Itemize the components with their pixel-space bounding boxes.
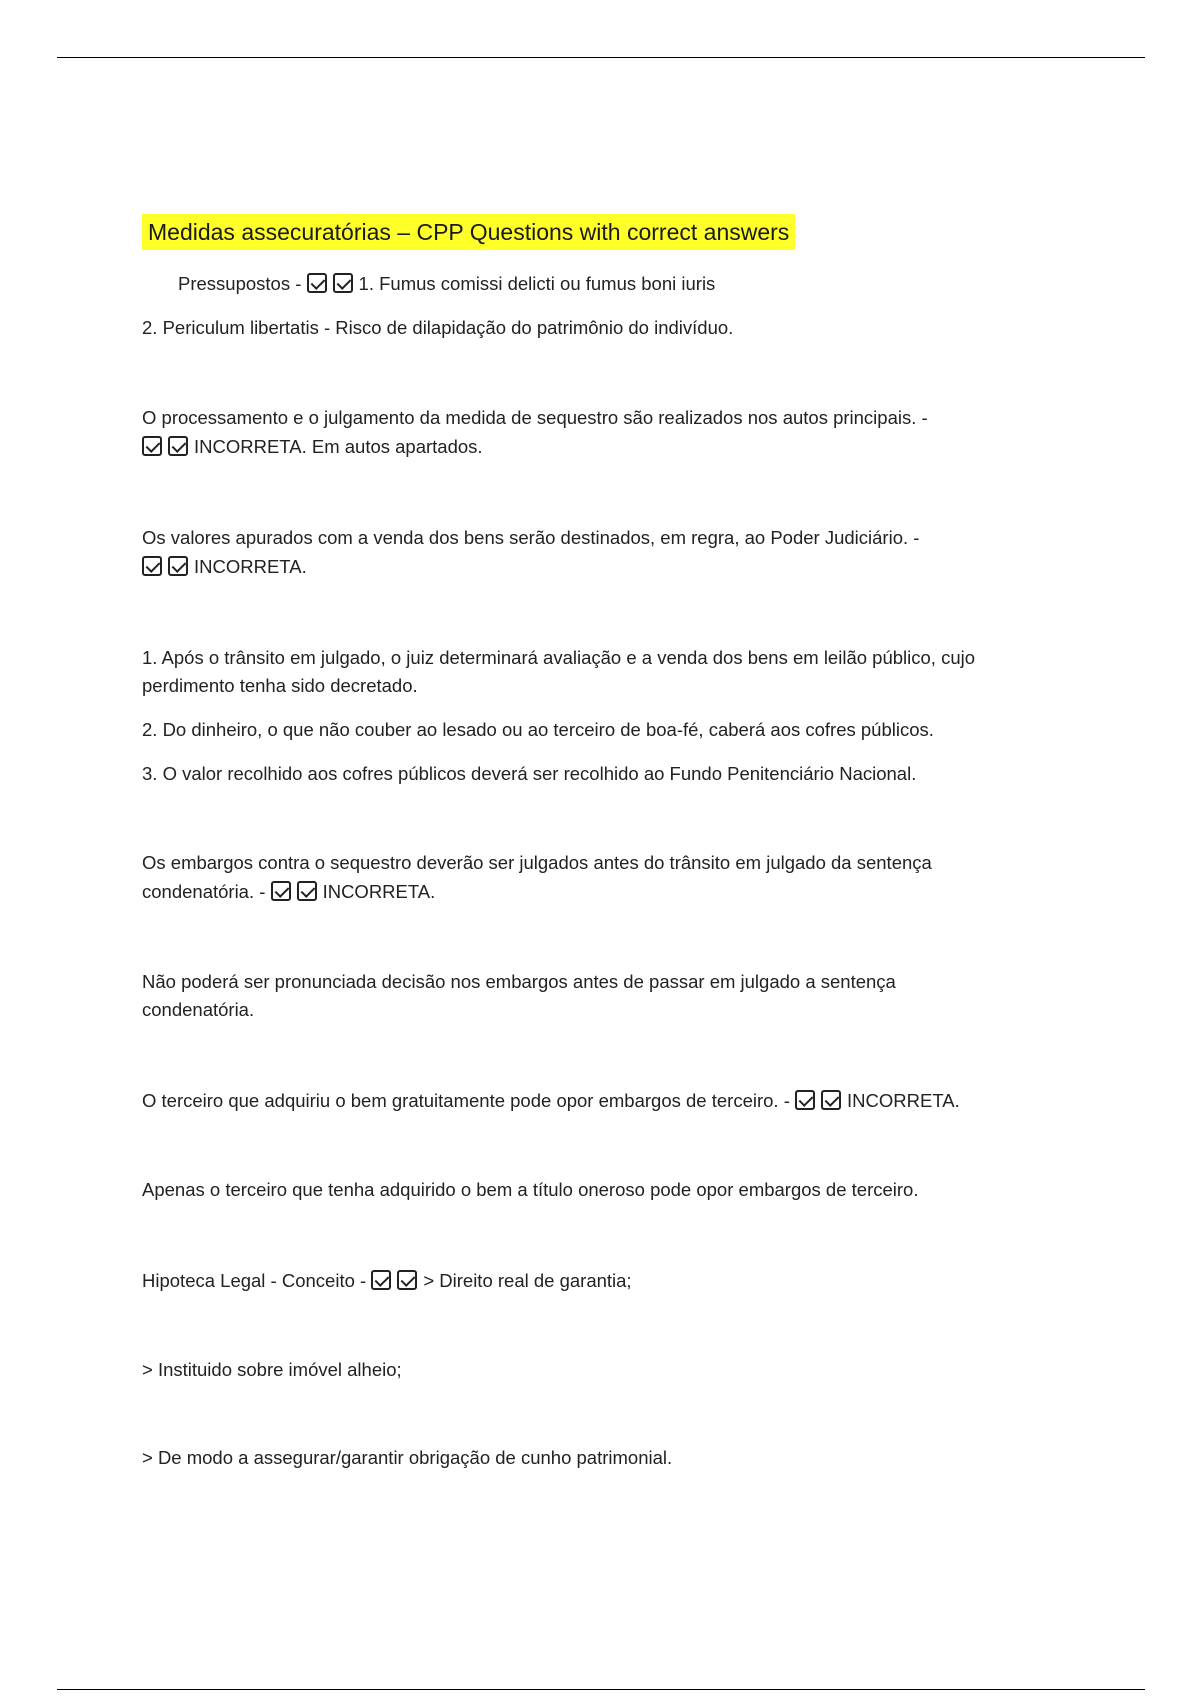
- question-text: O terceiro que adquiriu o bem gratuitamente pode opor embargos de terceiro. -: [142, 1090, 796, 1111]
- footer-rule: [57, 1689, 1145, 1690]
- answer-line: 2. Periculum libertatis - Risco de dilapidação do patrimônio do indivíduo.: [142, 317, 734, 338]
- answer-line: condenatória.: [142, 999, 255, 1020]
- document-title: Medidas assecuratórias – CPP Questions with correct answers: [142, 214, 795, 250]
- question-hipoteca: [142, 1266, 632, 1295]
- title-block: [142, 214, 795, 250]
- question-processamento: O processamento e o julgamento da medida de sequestro são realizados nos autos principais. -: [142, 407, 928, 428]
- header-rule: [57, 57, 1145, 58]
- checked-box-icon: [297, 881, 317, 901]
- answer-text: 1. Fumus comissi delicti ou fumus boni iuris: [358, 273, 716, 294]
- answer-line: 3. O valor recolhido aos cofres públicos deverá ser recolhido ao Fundo Penitenciário Nacional.: [142, 763, 917, 784]
- checked-box-icon: [371, 1270, 391, 1290]
- checked-box-icon: [795, 1090, 815, 1110]
- answer-processamento: [142, 432, 483, 461]
- checked-box-icon: [821, 1090, 841, 1110]
- checked-box-icon: [397, 1270, 417, 1290]
- answer-text: INCORRETA.: [194, 556, 307, 577]
- answer-line: Não poderá ser pronunciada decisão nos embargos antes de passar em julgado a sentença: [142, 971, 896, 992]
- answer-text: > Direito real de garantia;: [423, 1270, 632, 1291]
- question-embargos-cont: [142, 877, 435, 906]
- checked-box-icon: [142, 436, 162, 456]
- answer-line: > De modo a assegurar/garantir obrigação de cunho patrimonial.: [142, 1447, 673, 1468]
- answer-line: perdimento tenha sido decretado.: [142, 675, 418, 696]
- question-valores: Os valores apurados com a venda dos bens serão destinados, em regra, ao Poder Judiciário. -: [142, 527, 920, 548]
- answer-text: INCORRETA. Em autos apartados.: [194, 436, 483, 457]
- checked-box-icon: [168, 556, 188, 576]
- question-embargos: Os embargos contra o sequestro deverão ser julgados antes do trânsito em julgado da sentença: [142, 852, 932, 873]
- question-terceiro: [142, 1086, 960, 1115]
- answer-valores: [142, 552, 307, 581]
- answer-line: > Instituido sobre imóvel alheio;: [142, 1359, 402, 1380]
- answer-line: 2. Do dinheiro, o que não couber ao lesado ou ao terceiro de boa-fé, caberá aos cofres públicos.: [142, 719, 934, 740]
- question-pressupostos: [178, 269, 715, 298]
- checked-box-icon: [333, 273, 353, 293]
- answer-line: Apenas o terceiro que tenha adquirido o bem a título oneroso pode opor embargos de terceiro.: [142, 1179, 919, 1200]
- checked-box-icon: [307, 273, 327, 293]
- question-text: Hipoteca Legal - Conceito -: [142, 1270, 372, 1291]
- answer-line: 1. Após o trânsito em julgado, o juiz determinará avaliação e a venda dos bens em leilão público, cujo: [142, 647, 976, 668]
- checked-box-icon: [271, 881, 291, 901]
- answer-text: INCORRETA.: [847, 1090, 960, 1111]
- checked-box-icon: [168, 436, 188, 456]
- checked-box-icon: [142, 556, 162, 576]
- answer-text: INCORRETA.: [322, 881, 436, 902]
- question-text: Pressupostos -: [178, 273, 307, 294]
- question-text: condenatória. -: [142, 881, 271, 902]
